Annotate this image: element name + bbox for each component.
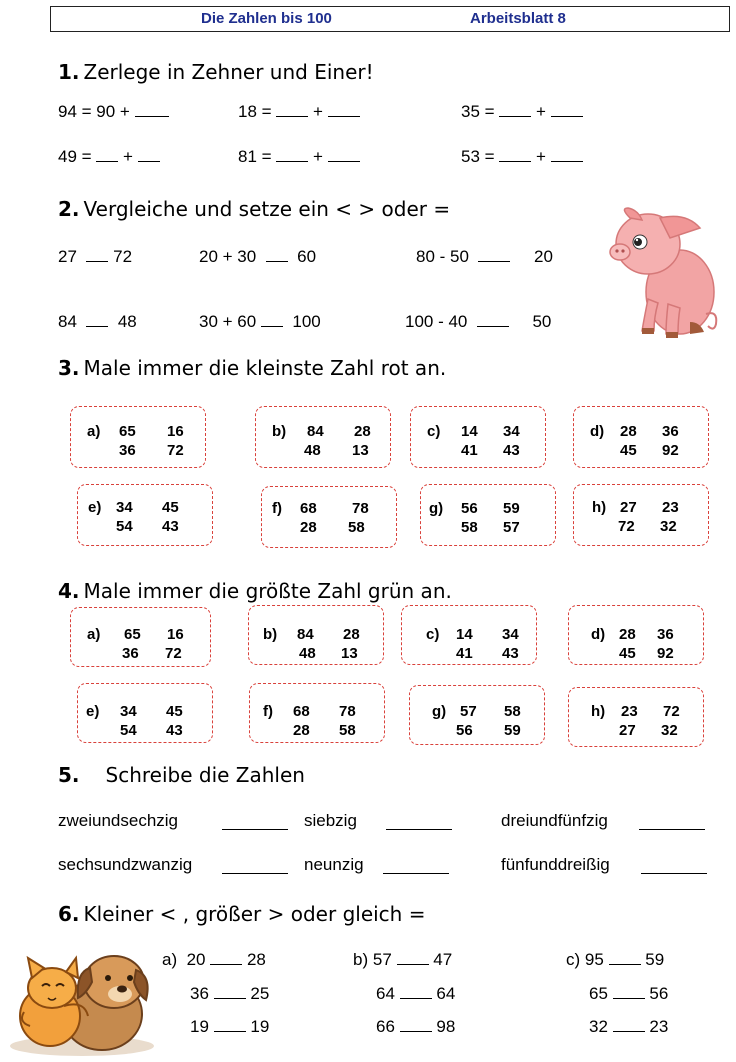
- header-box: [50, 6, 730, 32]
- worksheet-number: Arbeitsblatt 8: [470, 10, 566, 27]
- section-3-heading: [58, 356, 446, 380]
- answer-blank[interactable]: [641, 859, 707, 874]
- answer-blank[interactable]: [499, 102, 531, 117]
- number-box-g[interactable]: g) 57 58 56 59: [409, 685, 545, 745]
- answer-blank[interactable]: [499, 147, 531, 162]
- section-1-number: 1.: [58, 60, 80, 84]
- answer-blank[interactable]: [477, 312, 509, 327]
- number-word: neunzig: [304, 855, 364, 874]
- answer-blank[interactable]: [222, 815, 288, 830]
- section-5-number: 5.: [58, 763, 80, 787]
- answer-blank[interactable]: [222, 859, 288, 874]
- number-box-f[interactable]: f) 68 78 28 58: [261, 486, 397, 548]
- number-word: zweiundsechzig: [58, 811, 179, 830]
- compare-item: c) 95 59: [566, 950, 665, 969]
- number-word: sechsundzwanzig: [58, 855, 193, 874]
- compare-item: 64 64: [376, 984, 456, 1003]
- answer-blank[interactable]: [214, 1017, 246, 1032]
- answer-blank[interactable]: [328, 147, 360, 162]
- answer-blank[interactable]: [276, 147, 308, 162]
- section-6-number: 6.: [58, 902, 80, 926]
- answer-blank[interactable]: [210, 950, 242, 965]
- section-5-heading: [58, 763, 305, 787]
- number-box-c[interactable]: c) 14 34 41 43: [401, 605, 537, 665]
- answer-blank[interactable]: [400, 1017, 432, 1032]
- compare-item: 100 - 40 50: [405, 312, 552, 331]
- section-4-heading: [58, 579, 452, 603]
- answer-blank[interactable]: [397, 950, 429, 965]
- compare-item: b) 57 47: [353, 950, 453, 969]
- number-box-b[interactable]: b) 84 28 48 13: [255, 406, 391, 468]
- compare-item: 65 56: [589, 984, 669, 1003]
- task-1-item: 81 = +: [238, 147, 360, 167]
- worksheet-title: Die Zahlen bis 100: [201, 10, 332, 27]
- section-5-title: Schreibe die Zahlen: [105, 763, 305, 787]
- section-6-heading: [58, 902, 425, 926]
- answer-blank[interactable]: [135, 102, 169, 117]
- answer-blank[interactable]: [551, 102, 583, 117]
- pig-icon: [610, 208, 716, 338]
- compare-item: 20 + 30 60: [199, 247, 317, 266]
- answer-blank[interactable]: [613, 1017, 645, 1032]
- answer-blank[interactable]: [328, 102, 360, 117]
- compare-item: 19 19: [190, 1017, 270, 1036]
- compare-item: 84 48: [58, 312, 137, 331]
- section-2-title: Vergleiche und setze ein < > oder =: [83, 197, 451, 221]
- section-1-title: Zerlege in Zehner und Einer!: [83, 60, 374, 84]
- number-box-c[interactable]: c) 14 34 41 43: [410, 406, 546, 468]
- number-box-d[interactable]: d) 28 36 45 92: [568, 605, 704, 665]
- cat-dog-illustration: [4, 942, 154, 1058]
- task-1-item: 18 = +: [238, 102, 360, 122]
- answer-blank[interactable]: [261, 312, 283, 327]
- number-box-f[interactable]: f) 68 78 28 58: [249, 683, 385, 743]
- number-box-e[interactable]: e) 34 45 54 43: [77, 484, 213, 546]
- section-4-number: 4.: [58, 579, 80, 603]
- number-box-a[interactable]: a) 65 16 36 72: [70, 406, 206, 468]
- number-box-h[interactable]: h) 23 72 27 32: [568, 687, 704, 747]
- pig-illustration: [608, 204, 723, 344]
- answer-blank[interactable]: [400, 984, 432, 999]
- number-word: fünfunddreißig: [501, 855, 610, 874]
- compare-item: 32 23: [589, 1017, 669, 1036]
- number-box-b[interactable]: b) 84 28 48 13: [248, 605, 384, 665]
- number-word: dreiundfünfzig: [501, 811, 608, 830]
- answer-blank[interactable]: [86, 247, 108, 262]
- answer-blank[interactable]: [613, 984, 645, 999]
- number-word: siebzig: [304, 811, 357, 830]
- task-1-item: 53 = +: [461, 147, 583, 167]
- section-4-title: Male immer die größte Zahl grün an.: [83, 579, 452, 603]
- number-box-h[interactable]: h) 27 23 72 32: [573, 484, 709, 546]
- section-6-title: Kleiner < , größer > oder gleich =: [83, 902, 426, 926]
- answer-blank[interactable]: [383, 859, 449, 874]
- answer-blank[interactable]: [609, 950, 641, 965]
- number-box-g[interactable]: g) 56 59 58 57: [420, 484, 556, 546]
- answer-blank[interactable]: [276, 102, 308, 117]
- answer-blank[interactable]: [86, 312, 108, 327]
- answer-blank[interactable]: [478, 247, 510, 262]
- compare-item: 36 25: [190, 984, 270, 1003]
- answer-blank[interactable]: [214, 984, 246, 999]
- cat-dog-icon: [10, 956, 154, 1056]
- answer-blank[interactable]: [639, 815, 705, 830]
- section-2-heading: [58, 197, 450, 221]
- compare-item: 66 98: [376, 1017, 456, 1036]
- section-3-number: 3.: [58, 356, 80, 380]
- answer-blank[interactable]: [551, 147, 583, 162]
- number-box-a[interactable]: a) 65 16 36 72: [70, 607, 211, 667]
- section-1-heading: [58, 60, 374, 84]
- section-2-number: 2.: [58, 197, 80, 221]
- answer-blank[interactable]: [138, 147, 160, 162]
- number-box-d[interactable]: d) 28 36 45 92: [573, 406, 709, 468]
- answer-blank[interactable]: [266, 247, 288, 262]
- answer-blank[interactable]: [96, 147, 118, 162]
- compare-item: 27 72: [58, 247, 133, 266]
- compare-item: a) 20 28: [162, 950, 266, 969]
- task-1-item: 35 = +: [461, 102, 583, 122]
- answer-blank[interactable]: [386, 815, 452, 830]
- task-1-item: 49 = +: [58, 147, 160, 167]
- compare-item: 80 - 50 20: [416, 247, 553, 266]
- number-box-e[interactable]: e) 34 45 54 43: [77, 683, 213, 743]
- task-1-item: 94 = 90 +: [58, 102, 169, 122]
- compare-item: 30 + 60 100: [199, 312, 321, 331]
- section-3-title: Male immer die kleinste Zahl rot an.: [83, 356, 447, 380]
